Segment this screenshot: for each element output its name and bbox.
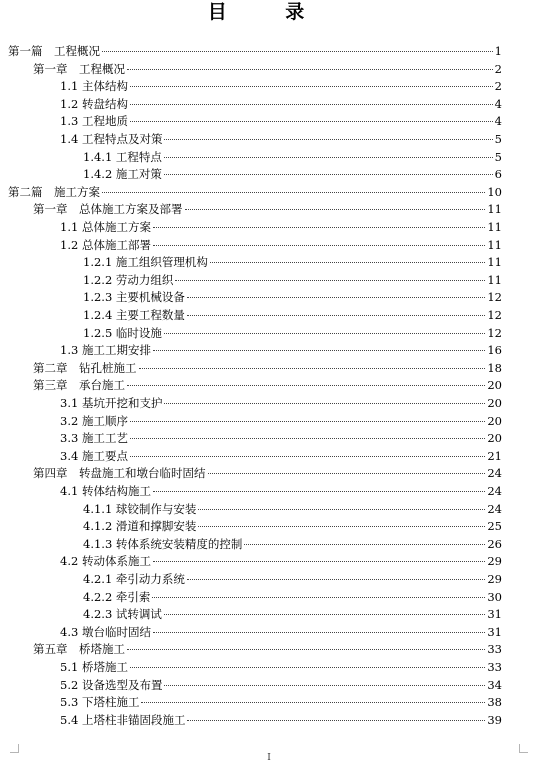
toc-entry-label: 1.2.4 主要工程数量 [83,308,185,322]
toc-entry[interactable] [33,465,502,483]
toc-entry[interactable] [60,659,502,677]
footer-page-number: I [267,753,271,763]
toc-entry-label: 第二篇 施工方案 [8,184,100,199]
toc-dot-leader [210,262,485,263]
toc-dot-leader [175,280,485,281]
toc-entry-label: 第五章 桥塔施工 [33,642,125,657]
toc-entry-label: 1.2.5 临时设施 [83,325,162,340]
toc-dot-leader [187,315,485,316]
toc-entry-page-number: 33 [487,642,502,657]
toc-entry[interactable] [60,113,502,131]
toc-entry-page-number: 33 [487,660,502,674]
toc-dot-leader [127,385,485,386]
toc-entry[interactable] [83,254,502,272]
toc-entry-page-number: 2 [494,79,502,94]
toc-entry-page-number: 31 [487,607,502,622]
toc-dot-leader [208,473,486,474]
toc-entry-label: 4.3 墩台临时固结 [60,624,151,639]
toc-entry-page-number: 2 [494,61,502,76]
toc-entry-page-number: 39 [487,712,502,727]
toc-dot-leader [164,139,492,140]
toc-entry-label: 5.1 桥塔施工 [60,660,128,674]
toc-entry[interactable] [83,606,502,624]
toc-entry-page-number: 24 [487,466,502,481]
toc-entry[interactable] [60,430,502,448]
toc-entry-label: 4.2 转动体系施工 [60,554,151,569]
toc-dot-leader [130,438,485,439]
toc-entry-page-number: 29 [487,554,502,569]
toc-entry-label: 4.2.3 试转调试 [83,607,162,622]
toc-dot-leader [153,632,485,633]
toc-entry[interactable] [83,307,502,325]
toc-entry-page-number: 1 [494,44,502,58]
toc-entry[interactable] [33,201,502,219]
toc-entry-label: 1.2 总体施工部署 [60,237,151,252]
toc-dot-leader [152,597,485,598]
toc-entry-page-number: 34 [487,677,502,692]
toc-entry-page-number: 12 [487,308,502,322]
toc-entry[interactable] [83,289,502,307]
toc-entry-page-number: 20 [487,413,502,428]
toc-entry[interactable] [83,571,502,589]
toc-entry[interactable] [83,501,502,519]
toc-entry-label: 第一章 总体施工方案及部署 [33,202,183,217]
toc-entry-label: 5.2 设备选型及布置 [60,677,163,692]
toc-entry-label: 3.2 施工顺序 [60,413,128,428]
toc-dot-leader [153,245,485,246]
toc-dot-leader [164,614,485,615]
toc-entry-label: 4.1.1 球铰制作与安装 [83,501,197,516]
toc-entry-label: 1.4.2 施工对策 [83,167,162,182]
toc-dot-leader [164,174,493,175]
toc-dot-leader [130,667,485,668]
toc-dot-leader [130,121,493,122]
toc-entry[interactable] [60,96,502,114]
toc-entry[interactable] [60,413,502,431]
toc-entry[interactable] [60,677,502,695]
toc-entry-page-number: 18 [487,360,502,375]
toc-entry[interactable] [33,377,502,395]
toc-entry-label: 第三章 承台施工 [33,378,125,393]
toc-entry-label: 1.1 主体结构 [60,79,128,94]
toc-entry-label: 4.2.2 牵引索 [83,589,151,604]
toc-entry-page-number: 5 [494,149,502,164]
toc-entry-page-number: 38 [487,695,502,710]
toc-entry[interactable] [83,166,502,184]
toc-entry[interactable] [83,325,502,343]
toc-dot-leader [127,69,493,70]
toc-dot-leader [187,579,485,580]
toc-dot-leader [164,333,485,334]
toc-entry[interactable] [60,131,502,149]
toc-entry-label: 1.2.1 施工组织管理机构 [83,255,208,270]
toc-entry-page-number: 30 [487,589,502,604]
toc-entry-page-number: 11 [487,202,502,217]
toc-entry-label: 5.4 上塔柱非锚固段施工 [60,712,186,727]
toc-dot-leader [153,561,485,562]
toc-entry[interactable] [33,61,502,79]
toc-entry-page-number: 31 [487,624,502,639]
toc-entry[interactable] [60,219,502,237]
toc-entry-label: 3.4 施工要点 [60,448,128,463]
toc-entry-page-number: 11 [487,255,502,270]
toc-dot-leader [164,685,485,686]
toc-entry-page-number: 11 [487,220,502,234]
toc-dot-leader [164,403,485,404]
toc-entry-label: 4.1.3 转体系统安装精度的控制 [83,536,243,551]
toc-entry[interactable] [60,694,502,712]
toc-entry-label: 1.3 施工工期安排 [60,343,151,358]
toc-dot-leader [153,227,485,228]
toc-entry-page-number: 20 [487,431,502,446]
toc-entry[interactable] [60,712,502,730]
toc-entry-page-number: 24 [487,501,502,516]
toc-entry-page-number: 20 [487,396,502,410]
toc-entry-label: 3.3 施工工艺 [60,431,128,446]
toc-entry-page-number: 16 [487,343,502,358]
toc-entry[interactable] [83,589,502,607]
toc-entry[interactable] [60,395,502,413]
toc-entry-page-number: 5 [494,132,502,146]
toc-entry-label: 第一篇 工程概况 [8,44,100,58]
toc-entry[interactable] [60,237,502,255]
page-title: 目 录 [207,1,331,23]
toc-entry-label: 第四章 转盘施工和墩台临时固结 [33,466,206,481]
toc-entry[interactable] [60,78,502,96]
toc-entry[interactable] [60,342,502,360]
toc-entry[interactable] [60,624,502,642]
toc-entry-page-number: 21 [487,448,502,463]
toc-entry[interactable] [60,448,502,466]
toc-dot-leader [130,421,485,422]
toc-entry-page-number: 4 [494,114,502,129]
toc-entry-page-number: 4 [494,96,502,111]
toc-entry-page-number: 11 [487,272,502,287]
toc-entry-label: 1.2 转盘结构 [60,96,128,111]
toc-entry[interactable] [83,536,502,554]
toc-dot-leader [102,51,493,52]
toc-entry-label: 1.1 总体施工方案 [60,220,151,234]
toc-entry-label: 3.1 基坑开挖和支护 [60,396,163,410]
toc-dot-leader [185,209,486,210]
toc-entry-page-number: 29 [487,572,502,586]
toc-entry[interactable] [83,149,502,167]
toc-entry-page-number: 6 [494,167,502,182]
page-corner-mark-left [10,744,19,753]
toc-dot-leader [139,368,486,369]
toc-entry-page-number: 26 [487,536,502,551]
toc-dot-leader [187,297,485,298]
toc-entry[interactable] [33,641,502,659]
toc-entry-page-number: 20 [487,378,502,393]
toc-entry-label: 5.3 下塔柱施工 [60,695,140,710]
toc-entry-label: 1.2.2 劳动力组织 [83,272,174,287]
toc-entry[interactable] [8,43,502,61]
toc-entry-page-number: 25 [487,519,502,534]
toc-entry-page-number: 11 [487,237,502,252]
toc-entry[interactable] [60,553,502,571]
toc-entry-label: 1.3 工程地质 [60,114,128,129]
toc-entry-page-number: 10 [487,184,502,199]
toc-dot-leader [244,544,485,545]
toc-entry[interactable] [33,360,502,378]
toc-entry-label: 4.1 转体结构施工 [60,484,151,498]
page-corner-mark-right [519,744,528,753]
toc-entry-label: 1.2.3 主要机械设备 [83,290,185,305]
toc-entry[interactable] [83,518,502,536]
toc-dot-leader [198,509,485,510]
toc-entry-label: 第一章 工程概况 [33,61,125,76]
toc-dot-leader [130,456,485,457]
toc-entry-page-number: 24 [487,484,502,498]
toc-dot-leader [130,104,493,105]
toc-dot-leader [164,157,493,158]
toc-entry[interactable] [8,184,502,202]
toc-dot-leader [102,192,485,193]
toc-entry[interactable] [60,483,502,501]
toc-entry-page-number: 12 [487,290,502,305]
toc-dot-leader [198,526,485,527]
toc-entry-label: 1.4.1 工程特点 [83,149,162,164]
toc-entry[interactable] [83,272,502,290]
toc-dot-leader [153,491,485,492]
toc-entry-page-number: 12 [487,325,502,340]
toc-dot-leader [130,86,493,87]
toc-entry-label: 4.1.2 滑道和撑脚安装 [83,519,197,534]
toc-entry-label: 1.4 工程特点及对策 [60,132,163,146]
toc-entry-label: 第二章 钻孔桩施工 [33,360,137,375]
toc-dot-leader [187,720,485,721]
toc-dot-leader [127,649,485,650]
toc-dot-leader [153,350,485,351]
toc-dot-leader [141,702,485,703]
toc-entry-label: 4.2.1 牵引动力系统 [83,572,185,586]
